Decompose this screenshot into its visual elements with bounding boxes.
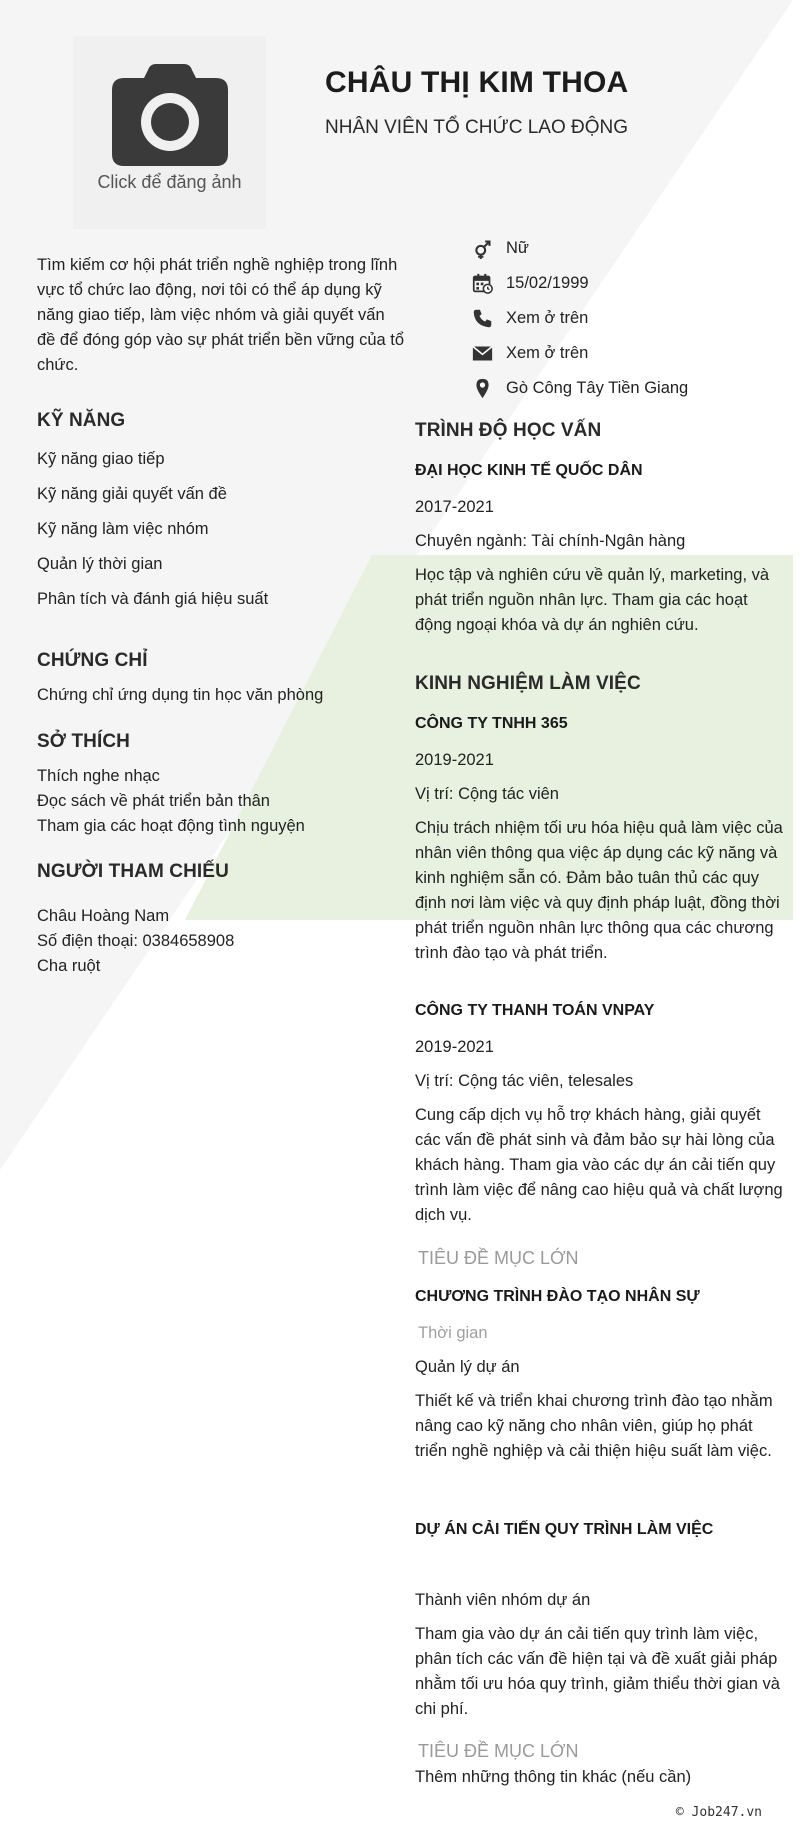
project-time[interactable]: Thời gian [418, 1324, 488, 1342]
school-name: ĐẠI HỌC KINH TẾ QUỐC DÂN [415, 462, 643, 479]
contact-info [472, 231, 782, 406]
project-description: Tham gia vào dự án cải tiến quy trình làm việc, phân tích các vấn đề hiện tại và đề xuất giải pháp nhằm tối ưu hóa quy trình, giảm thiểu thời gian và chi phí. [415, 1625, 780, 1718]
reference-name: Châu Hoàng Nam [37, 907, 170, 925]
contact-email [472, 336, 782, 371]
skills-title: KỸ NĂNG [37, 410, 126, 431]
project-description: Thiết kế và triển khai chương trình đào tạo nhằm nâng cao kỹ năng cho nhân viên, giúp họ phát triển nghề nghiệp và cải thiện hiệu suất làm việc. [415, 1392, 773, 1460]
project-role: Quản lý dự án [415, 1358, 520, 1376]
company-name: CÔNG TY THANH TOÁN VNPAY [415, 1002, 655, 1019]
candidate-name: CHÂU THỊ KIM THOA [325, 66, 629, 99]
education-description: Học tập và nghiên cứu về quản lý, marketing, và phát triển nguồn nhân lực. Tham gia các hoạt động ngoại khóa và dự án nghiên cứu. [415, 566, 770, 634]
job-period: 2019-2021 [415, 751, 494, 769]
projects-section-title[interactable]: TIÊU ĐỀ MỤC LỚN [418, 1248, 579, 1268]
job-title: NHÂN VIÊN TỔ CHỨC LAO ĐỘNG [325, 117, 629, 138]
reference-relation: Cha ruột [37, 957, 101, 975]
education-title: TRÌNH ĐỘ HỌC VẤN [415, 420, 602, 441]
location-pin-icon [472, 378, 502, 400]
job-description: Chịu trách nhiệm tối ưu hóa hiệu quả làm việc của nhân viên thông qua việc áp dụng các kỹ năng và kinh nghiệm sẵn có. Đảm bảo tuân thủ các quy định nơi làm việc và quy định pháp luật, đồng thời phát triển nguồn nhân lực thông qua các chương trình đào tạo và phát triển. [415, 819, 783, 962]
gender-value: Nữ [506, 239, 529, 257]
phone-value: Xem ở trên [506, 309, 589, 327]
contact-phone [472, 301, 782, 336]
footer-copyright: © Job247.vn [675, 1805, 762, 1820]
birthday-value: 15/02/1999 [506, 274, 589, 292]
job-period: 2019-2021 [415, 1038, 494, 1056]
hobbies-title: SỞ THÍCH [37, 731, 131, 752]
email-value: Xem ở trên [506, 344, 589, 362]
contact-birthday [472, 266, 782, 301]
skill-item: Kỹ năng giải quyết vấn đề [37, 485, 227, 503]
project-item [415, 1521, 785, 1722]
experience-section [415, 673, 785, 966]
career-objective: Tìm kiếm cơ hội phát triển nghề nghiệp trong lĩnh vực tổ chức lao động, nơi tôi có thể áp dụng kỹ năng giao tiếp, làm việc nhóm và giải quyết vấn đề để đóng góp vào sự phát triển bền vững của tổ chức. [37, 256, 405, 374]
contact-gender [472, 231, 782, 266]
hobby-item: Thích nghe nhạc [37, 767, 160, 785]
project-name: CHƯƠNG TRÌNH ĐÀO TẠO NHÂN SỰ [415, 1288, 700, 1305]
job-position: Vị trí: Cộng tác viên [415, 785, 559, 803]
extra-section-title[interactable]: TIÊU ĐỀ MỤC LỚN [418, 1741, 579, 1761]
education-major: Chuyên ngành: Tài chính-Ngân hàng [415, 532, 686, 550]
hobby-item: Tham gia các hoạt động tình nguyện [37, 817, 305, 835]
education-period: 2017-2021 [415, 498, 494, 516]
project-role: Thành viên nhóm dự án [415, 1591, 591, 1609]
skill-item: Kỹ năng làm việc nhóm [37, 520, 209, 538]
camera-icon [112, 64, 228, 166]
reference-phone: Số điện thoại: 0384658908 [37, 932, 235, 950]
gender-icon [472, 238, 502, 260]
job-description: Cung cấp dịch vụ hỗ trợ khách hàng, giải quyết các vấn đề phát sinh và đảm bảo sự hài lòng của khách hàng. Tham gia vào các dự án cải tiến quy trình làm việc để nâng cao hiệu quả và chất lượng dịch vụ. [415, 1106, 783, 1224]
education-section [415, 420, 785, 638]
extra-info-text: Thêm những thông tin khác (nếu cần) [415, 1768, 692, 1786]
extra-section [415, 1741, 788, 1787]
certificates-section [37, 650, 397, 705]
certificates-title: CHỨNG CHỈ [37, 650, 148, 671]
references-title: NGƯỜI THAM CHIẾU [37, 861, 229, 882]
skills-section [37, 410, 397, 625]
profile-photo-placeholder[interactable] [73, 36, 266, 229]
certificate-item: Chứng chỉ ứng dụng tin học văn phòng [37, 686, 324, 704]
company-name: CÔNG TY TNHH 365 [415, 715, 568, 732]
hobbies-section [37, 731, 397, 842]
skill-item: Quản lý thời gian [37, 555, 163, 573]
projects-section [418, 1248, 788, 1269]
calendar-icon [472, 273, 502, 295]
job-position: Vị trí: Cộng tác viên, telesales [415, 1072, 634, 1090]
skill-item: Kỹ năng giao tiếp [37, 450, 165, 468]
references-section [37, 861, 397, 982]
photo-upload-label: Click để đăng ảnh [97, 172, 242, 192]
experience-title: KINH NGHIỆM LÀM VIỆC [415, 673, 641, 694]
address-value: Gò Công Tây Tiền Giang [506, 379, 689, 397]
email-icon [472, 343, 502, 365]
hobby-item: Đọc sách về phát triển bản thân [37, 792, 270, 810]
skill-item: Phân tích và đánh giá hiệu suất [37, 590, 269, 608]
project-name: DỰ ÁN CẢI TIẾN QUY TRÌNH LÀM VIỆC [415, 1521, 714, 1538]
experience-item [415, 715, 785, 966]
experience-item [415, 1002, 785, 1228]
project-item [415, 1288, 785, 1464]
contact-address [472, 371, 782, 406]
phone-icon [472, 308, 502, 330]
